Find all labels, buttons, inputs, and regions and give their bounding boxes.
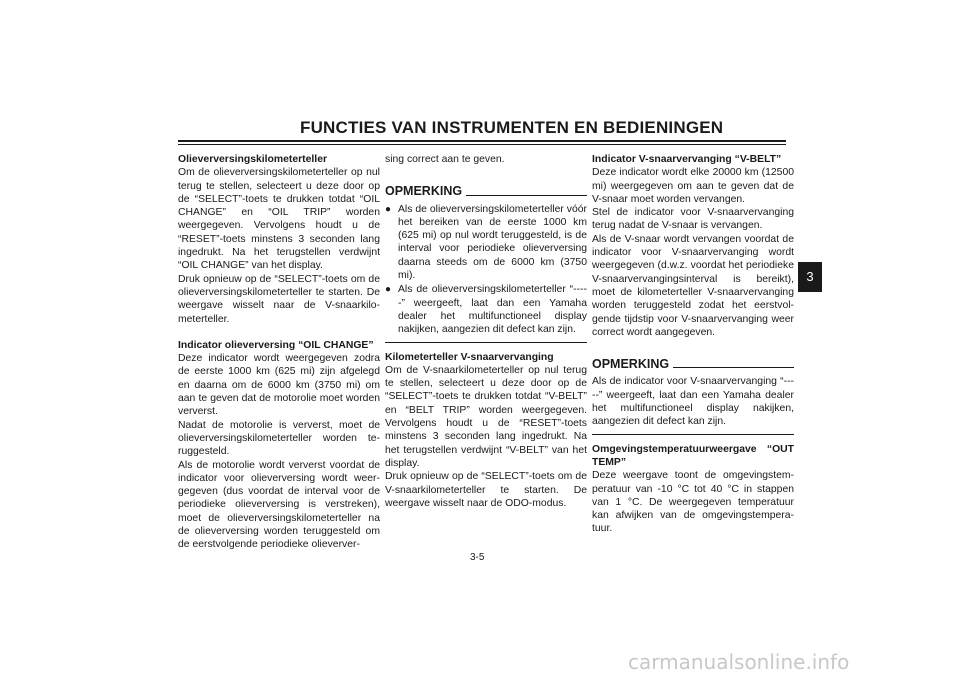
column-3 <box>592 153 794 536</box>
paragraph: Als de V-snaar wordt vervangen voordat de indicator voor V-snaarvervanging wordt weergegeven (d.w.z. voordat het periodieke V-snaarvervangingsinterval is bereikt), moet de kilometerteller V-snaarvervanging worden teruggesteld zodat het eerstvolgende tijdstip voor V-snaarvervanging weer correct wordt aangegeven. <box>592 233 794 338</box>
header-rule-thin <box>178 144 786 145</box>
paragraph: Om de olieverversingskilometerteller op nul terug te stellen, selecteert u deze door op de “SELECT”-toets te drukken totdat “OIL CHANGE” en “OIL TRIP” worden weergegeven. Vervolgens houdt u de “RESET”-toets minstens 3 seconden lang ingedrukt. Na het terugstellen verdwijnt “OIL CHANGE” van het display. <box>178 167 380 272</box>
note-heading-rule <box>466 195 587 196</box>
paragraph: Stel de indicator voor V-snaarvervanging terug nadat de V-snaar is vervangen. <box>592 207 794 232</box>
section-heading: Indicator olieverversing “OIL CHANGE” <box>178 339 374 351</box>
paragraph: Deze indicator wordt elke 20000 km (12500 mi) weergegeven om aan te geven dat de V-snaar moet worden vervangen. <box>592 167 794 205</box>
page-number: 3-5 <box>470 552 485 563</box>
note-heading <box>592 358 794 371</box>
note-text: Als de indicator voor V-snaarvervanging “-----” weergeeft, laat dan een Yamaha dealer het multifunctioneel display nakijken, aangezien dit defect kan zijn. <box>592 376 794 428</box>
paragraph: Druk opnieuw op de “SELECT”-toets om de olieverversingskilometerteller te starten. De weergave wisselt naar de V-snaarkilometerteller. <box>178 273 380 325</box>
header-rule-thick <box>178 140 786 142</box>
footer-watermark: carmanualsonline.info <box>628 650 850 674</box>
chapter-tab: 3 <box>798 262 822 292</box>
list-item: ● Als de olieverversingskilometerteller “-----” weergeeft, laat dan een Yamaha dealer het multifunctioneel display nakijken, aangezien dit defect kan zijn. <box>385 283 587 336</box>
paragraph: Deze weergave toont de omgevingstemperatuur van -10 °C tot 40 °C in stappen van 1 °C. De weergegeven temperatuur kan afwijken van de omgevingstemperatuur. <box>592 470 794 535</box>
column-1 <box>178 153 380 552</box>
section-heading: Omgevingstemperatuurweergave “OUT TEMP” <box>592 443 794 468</box>
note-heading-rule <box>673 367 794 368</box>
note-heading <box>385 185 587 198</box>
note-heading-label: OPMERKING <box>385 184 463 199</box>
paragraph: Deze indicator wordt weergegeven zodra de eerste 1000 km (625 mi) zijn afgelegd en daarna om de 6000 km (3750 mi) om aan te geven dat de motorolie moet worden ververst. <box>178 353 380 418</box>
paragraph: Nadat de motorolie is ververst, moet de olieverversingskilometerteller worden teruggesteld. <box>178 419 380 458</box>
paragraph: sing correct aan te geven. <box>385 154 505 165</box>
note-end-rule <box>385 342 587 343</box>
section-heading: Indicator V-snaarvervanging “V-BELT” <box>592 154 782 165</box>
section-heading: Olieverversingskilometerteller <box>178 154 328 165</box>
note-end-rule <box>592 434 794 435</box>
paragraph: Om de V-snaarkilometerteller op nul terug te stellen, selecteert u deze door op de “SELECT”-toets te drukken totdat “V-BELT” en “BELT TRIP” worden weergegeven. Vervolgens houdt u de “RESET”-toets minstens 3 seconden lang ingedrukt. Na het terugstellen verdwijnt “V-BELT” van het display. <box>385 364 587 469</box>
note-list <box>385 203 587 337</box>
paragraph: Druk opnieuw op de “SELECT”-toets om de V-snaarkilometerteller te starten. De weergave wisselt naar de ODO-modus. <box>385 471 587 509</box>
column-2 <box>385 153 587 510</box>
note-heading-label: OPMERKING <box>592 357 670 372</box>
page-title: FUNCTIES VAN INSTRUMENTEN EN BEDIENINGEN <box>300 118 724 137</box>
paragraph: Als de motorolie wordt ververst voordat de indicator voor olieverversing wordt weergegeven (dus voordat de interval voor de periodieke olieverversing is verstreken), moet de olieverversingskilometerteller na de olieverversing worden teruggesteld om de eerstvolgende periodieke olieverver- <box>178 459 380 551</box>
section-heading: Kilometerteller V-snaarvervanging <box>385 351 554 363</box>
list-item: ● Als de olieverversingskilometerteller vóór het bereiken van de eerste 1000 km (625 mi) op nul wordt teruggesteld, is de interval voor periodieke olieverversing daarna steeds om de 6000 km (3750 mi). <box>385 203 587 283</box>
